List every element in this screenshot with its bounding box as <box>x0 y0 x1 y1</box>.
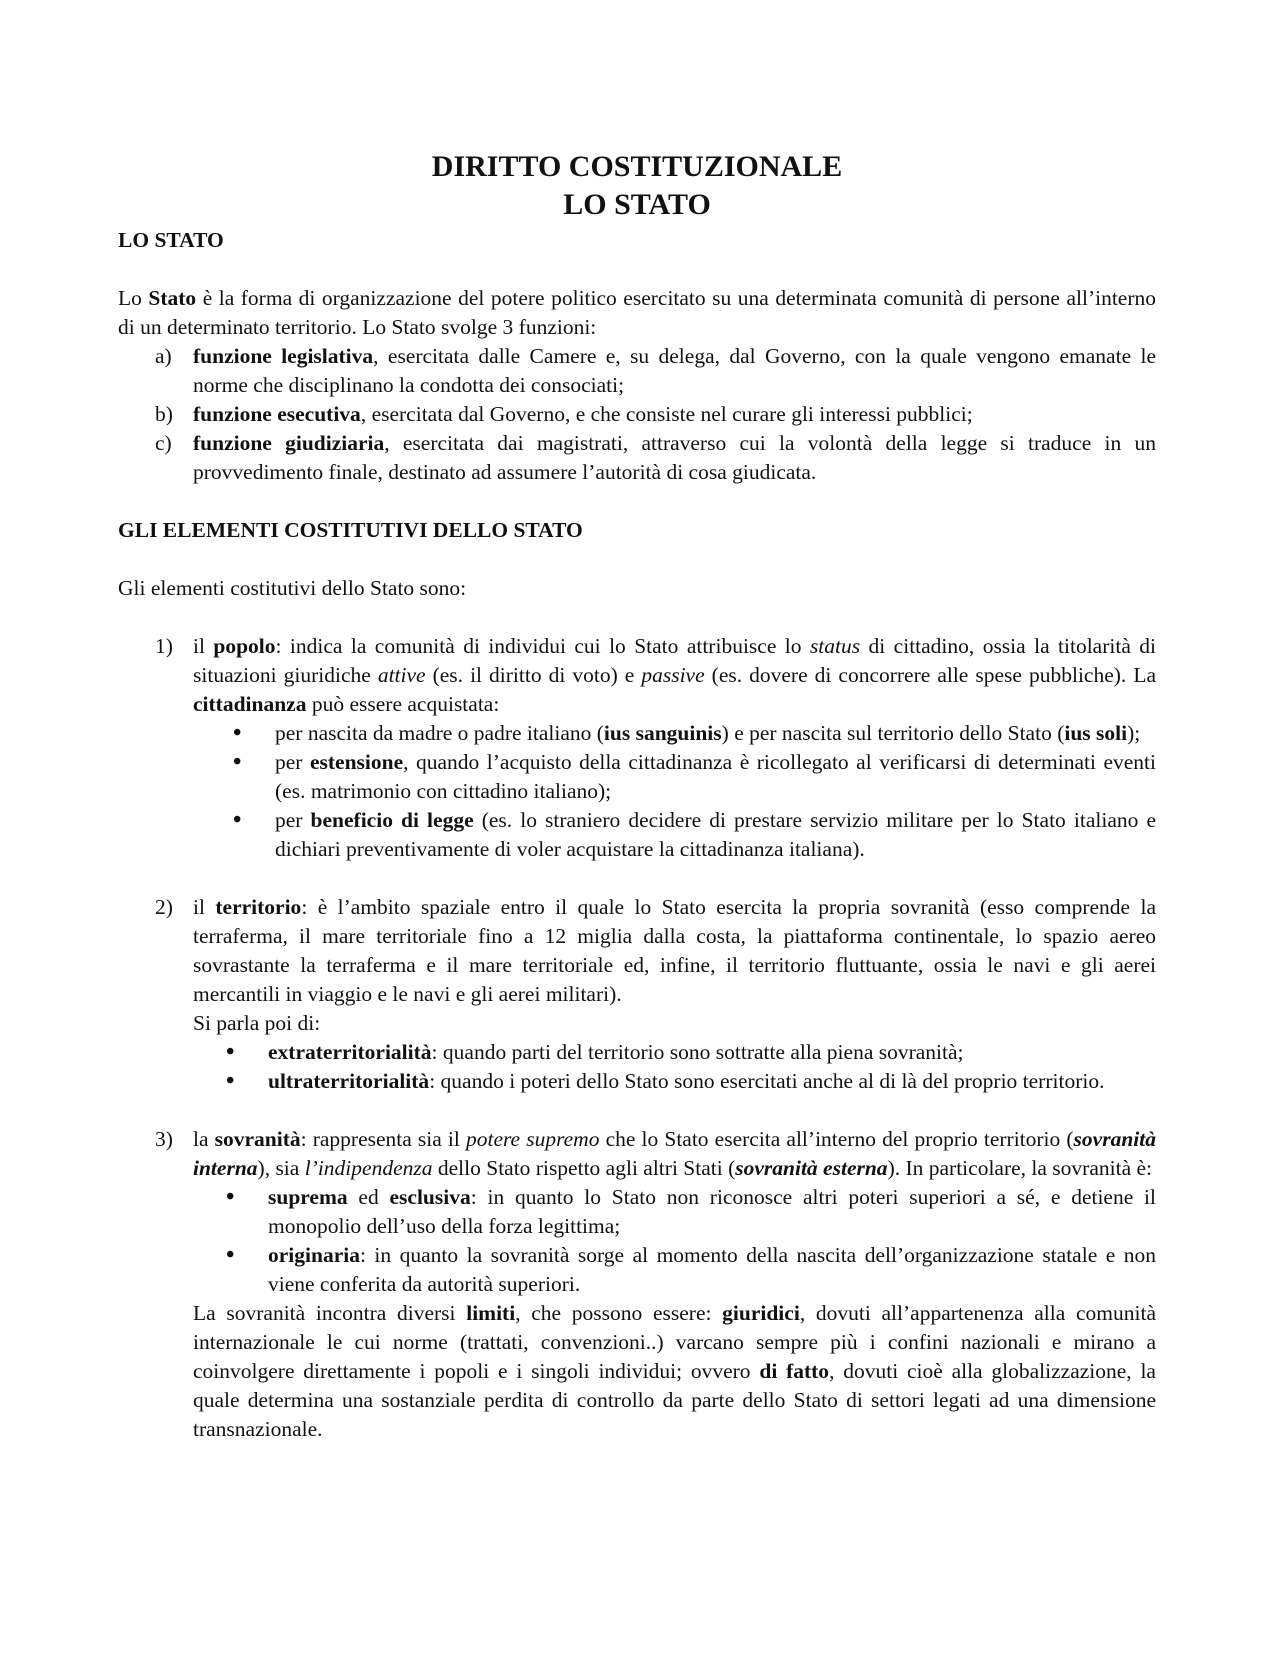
bullet-item: • suprema ed esclusiva: in quanto lo Stato non riconosce altri poteri superiori a sé, e detiene il monopolio dell’uso della forza legittima; <box>193 1183 1156 1241</box>
list-marker: 1) <box>155 634 173 658</box>
bullet-item: • ultraterritorialità: quando i poteri dello Stato sono esercitati anche al di là del proprio territorio. <box>193 1067 1156 1096</box>
territorio-bullets <box>193 1038 1156 1096</box>
bullet-item: • per beneficio di legge (es. lo straniero decidere di prestare servizio militare per lo Stato italiano e dichiari preventivamente di voler acquistare la cittadinanza italiana). <box>193 806 1156 864</box>
list-item-function-a: a) funzione legislativa, esercitata dalle Camere e, su delega, dal Governo, con la quale vengono emanate le norme che disciplinano la condotta dei consociati; <box>155 344 1156 397</box>
sovranita-bullets <box>193 1183 1156 1299</box>
document-page <box>118 148 1156 1444</box>
list-item-popolo: 1) il popolo: indica la comunità di individui cui lo Stato attribuisce lo status di cittadino, ossia la titolarità di situazioni giuridiche attive (es. il diritto di voto) e passive (es. dovere di concorrere alle spese pubbliche). La cittadinanza può essere acquistata: • per nascita da madre o padre italiano (ius sanguinis) e per nascita sul territorio dello Stato (ius soli); • per estensione, quando l’acquisto della cittadinanza è ricollegato al verificarsi di determinati eventi (es. matrimonio con cittadino italiano); • per beneficio di legge (es. lo straniero decidere di prestare servizio militare per lo Stato italiano e dichiari preventivamente di voler acquistare la cittadinanza italiana). <box>118 632 1156 893</box>
section-heading-elementi: GLI ELEMENTI COSTITUTIVI DELLO STATO <box>118 518 583 542</box>
bullet-item: • per estensione, quando l’acquisto della cittadinanza è ricollegato al verificarsi di determinati eventi (es. matrimonio con cittadino italiano); <box>193 748 1156 806</box>
bullet-item: • per nascita da madre o padre italiano (ius sanguinis) e per nascita sul territorio dello Stato (ius soli); <box>193 719 1156 748</box>
elementi-intro: Gli elementi costitutivi dello Stato sono: <box>118 576 467 600</box>
bullet-item: • extraterritorialità: quando parti del territorio sono sottratte alla piena sovranità; <box>193 1038 1156 1067</box>
title-line-1: DIRITTO COSTITUZIONALE <box>431 150 843 183</box>
stato-definition-paragraph: Lo Stato è la forma di organizzazione del potere politico esercitato su una determinata comunità di persone all’interno di un determinato territorio. Lo Stato svolge 3 funzioni: <box>118 286 1157 339</box>
list-marker: 3) <box>155 1127 173 1151</box>
list-item-territorio: 2) il territorio: è l’ambito spaziale entro il quale lo Stato esercita la propria sovranità (esso comprende la terraferma, il mare territoriale fino a 12 miglia dalla costa, la piattaforma continentale, lo spazio aereo sovrastante la terraferma e il mare territoriale ed, infine, il territorio fluttuante, ossia le navi e gli aerei mercantili in viaggio e le navi e gli aerei militari). Si parla poi di: • extraterritorialità: quando parti del territorio sono sottratte alla piena sovranità; • ultraterritorialità: quando i poteri dello Stato sono esercitati anche al di là del proprio territorio. <box>118 893 1156 1125</box>
list-item-sovranita: 3) la sovranità: rappresenta sia il potere supremo che lo Stato esercita all’interno del proprio territorio (sovranità interna), sia l’indipendenza dello Stato rispetto agli altri Stati (sovranità esterna). In particolare, la sovranità è: • suprema ed esclusiva: in quanto lo Stato non riconosce altri poteri superiori a sé, e detiene il monopolio dell’uso della forza legittima; • originaria: in quanto la sovranità sorge al momento della nascita dell’organizzazione statale e non viene conferita da autorità superiori. La sovranità incontra diversi limiti, che possono essere: giuridici, dovuti all’appartenenza alla comunità internazionale le cui norme (trattati, convenzioni..) varcano sempre più i confini nazionali e mirano a coinvolgere direttamente i popoli e i singoli individui; ovvero di fatto, dovuti cioè alla globalizzazione, la quale determina una sostanziale perdita di controllo da parte dello Stato di settori legati ad una dimensione transnazionale. <box>118 1125 1156 1444</box>
list-marker: a) <box>155 344 172 368</box>
bullet-item: • originaria: in quanto la sovranità sorge al momento della nascita dell’organizzazione statale e non viene conferita da autorità superiori. <box>193 1241 1156 1299</box>
cittadinanza-bullets <box>193 719 1156 864</box>
list-item-function-b: b) funzione esecutiva, esercitata dal Governo, e che consiste nel curare gli interessi pubblici; <box>118 400 1156 429</box>
list-marker: b) <box>155 402 173 426</box>
elements-list <box>118 632 1156 1444</box>
document-title <box>118 148 1156 224</box>
list-item-function-c: c) funzione giudiziaria, esercitata dai magistrati, attraverso cui la volontà della legge si traduce in un provvedimento finale, destinato ad assumere l’autorità di cosa giudicata. <box>155 431 1156 484</box>
functions-list <box>118 342 1156 487</box>
limiti-paragraph: La sovranità incontra diversi limiti, che possono essere: giuridici, dovuti all’appartenenza alla comunità internazionale le cui norme (trattati, convenzioni..) varcano sempre più i confini nazionali e mirano a coinvolgere direttamente i popoli e i singoli individui; ovvero di fatto, dovuti cioè alla globalizzazione, la quale determina una sostanziale perdita di controllo da parte dello Stato di settori legati ad una dimensione transnazionale. <box>193 1301 1156 1441</box>
title-line-2: LO STATO <box>563 188 711 221</box>
list-marker: c) <box>155 431 172 455</box>
section-heading-lo-stato: LO STATO <box>118 228 224 252</box>
list-marker: 2) <box>155 895 173 919</box>
